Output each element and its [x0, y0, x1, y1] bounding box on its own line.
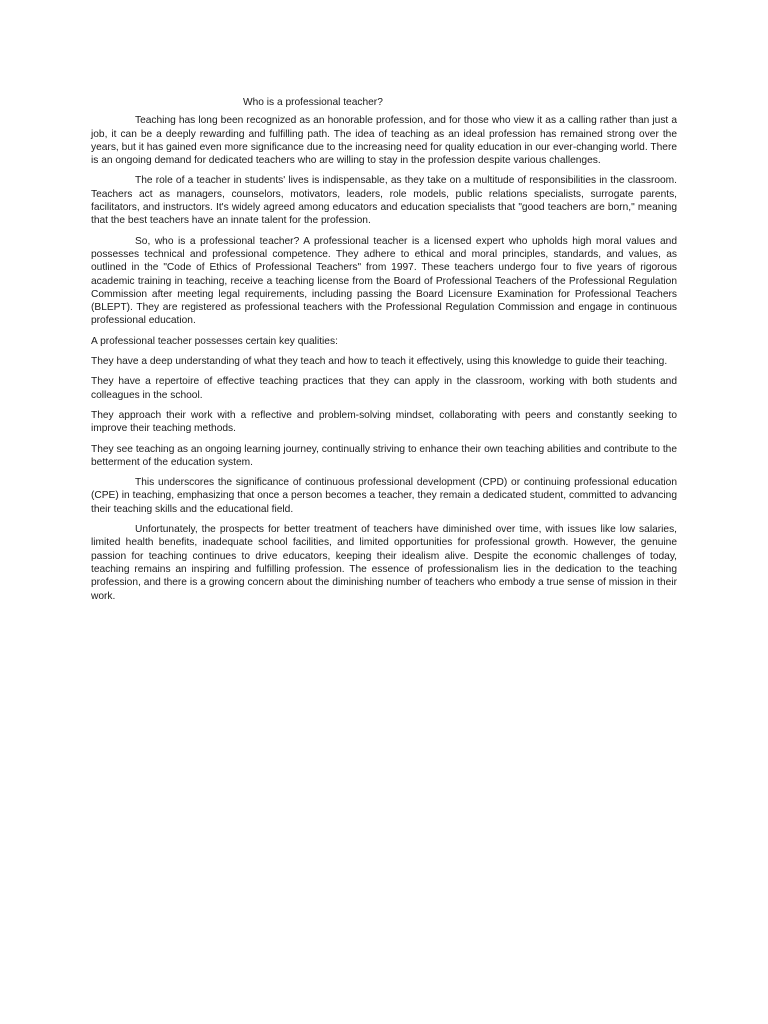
paragraph-cpd: This underscores the significance of continuous professional development (CPD) or continuing professional education (CPE) in teaching, emphasizing that once a person becomes a teacher, they remain a dedicated student, committed to advancing their teaching skills and the educational field.: [91, 477, 677, 515]
paragraph-quality-learning-journey: They see teaching as an ongoing learning journey, continually striving to enhance their own teaching abilities and contribute to the betterment of the education system.: [91, 443, 677, 468]
paragraph-who-is-professional: So, who is a professional teacher? A professional teacher is a licensed expert who upholds high moral values and possesses technical and professional competence. They adhere to ethical and moral principles, standards, and values, as outlined in the "Code of Ethics of Professional Teachers" from 1997. These teachers undergo four to five years of rigorous academic training in teaching, receive a teaching license from the Board of Professional Teachers of the Professional Regulation Commission after meeting legal requirements, including passing the Board Licensure Examination for Professional Teachers (BLEPT). They are registered as professional teachers with the Professional Regulation Commission and engage in continuous professional education.: [91, 235, 677, 327]
paragraph-role-of-teacher: The role of a teacher in students' lives is indispensable, as they take on a multitude of responsibilities in the classroom. Teachers act as managers, counselors, motivators, leaders, role models, public relations specialists, surrogate parents, facilitators, and instructors. It's widely agreed among educators and education specialists that "good teachers are born," meaning that the best teachers have an innate talent for the profession.: [91, 175, 677, 227]
paragraph-quality-understanding: They have a deep understanding of what they teach and how to teach it effectively, using this knowledge to guide their teaching.: [91, 356, 668, 368]
document-body: [91, 96, 677, 610]
paragraph-key-qualities-intro: A professional teacher possesses certain key qualities:: [91, 335, 338, 347]
paragraph-quality-reflective: They approach their work with a reflective and problem-solving mindset, collaborating with peers and constantly seeking to improve their teaching methods.: [91, 409, 677, 435]
paragraph-quality-repertoire: They have a repertoire of effective teaching practices that they can apply in the classroom, working with both students and colleagues in the school.: [91, 376, 677, 401]
document-title: Who is a professional teacher?: [243, 97, 383, 108]
paragraph-teaching-honorable: Teaching has long been recognized as an honorable profession, and for those who view it as a calling rather than just a job, it can be a deeply rewarding and fulfilling path. The idea of teaching as an ideal profession has remained strong over the years, but it has gained even more significance due to the increasing need for quality education in our ever-changing world. There is an ongoing demand for dedicated teachers who are willing to stay in the profession despite various challenges.: [91, 115, 677, 167]
paragraph-prospects: Unfortunately, the prospects for better treatment of teachers have diminished over time, with issues like low salaries, limited health benefits, inadequate school facilities, and limited opportunities for professional growth. However, the genuine passion for teaching continues to drive educators, keeping their idealism alive. Despite the economic challenges of today, teaching remains an inspiring and fulfilling profession. The essence of professionalism lies in the dedication to the teaching profession, and there is a growing concern about the diminishing number of teachers who embody a true sense of mission in their work.: [91, 524, 677, 602]
